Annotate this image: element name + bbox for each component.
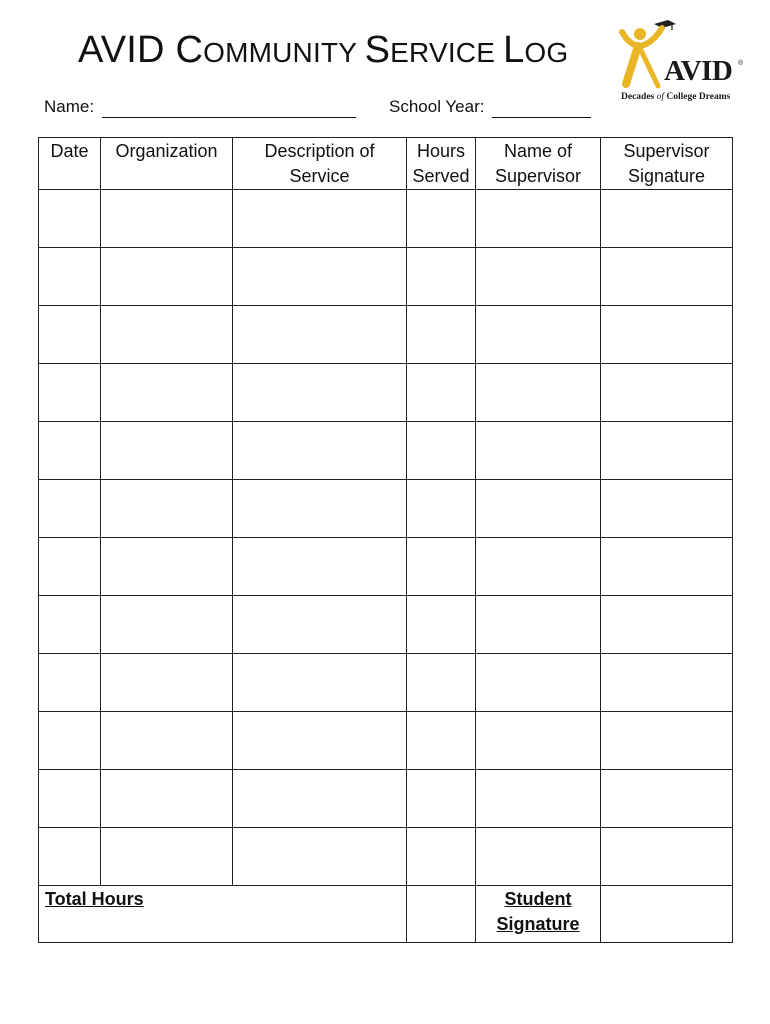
organization-cell[interactable]: [101, 422, 233, 480]
total-hours-label: Total Hours: [45, 889, 144, 909]
header-date: Date: [39, 138, 101, 190]
total-row: [39, 886, 733, 943]
supervisor-signature-cell[interactable]: [601, 654, 733, 712]
table-row: [39, 248, 733, 306]
avid-logo: [618, 20, 748, 106]
description-cell[interactable]: [233, 480, 407, 538]
header-supervisor-name: Name of Supervisor: [476, 138, 601, 190]
organization-cell[interactable]: [101, 190, 233, 248]
table-row: [39, 364, 733, 422]
supervisor-name-cell[interactable]: [476, 770, 601, 828]
date-cell[interactable]: [39, 248, 101, 306]
table-row: [39, 190, 733, 248]
supervisor-signature-cell[interactable]: [601, 480, 733, 538]
header-organization: Organization: [101, 138, 233, 190]
supervisor-signature-cell[interactable]: [601, 248, 733, 306]
logo-tagline: Decades of College Dreams: [621, 92, 731, 102]
school-year-label: School Year:: [389, 97, 485, 116]
supervisor-signature-cell[interactable]: [601, 770, 733, 828]
hours-cell[interactable]: [407, 538, 476, 596]
supervisor-signature-cell[interactable]: [601, 712, 733, 770]
date-cell[interactable]: [39, 596, 101, 654]
table-row: [39, 538, 733, 596]
organization-cell[interactable]: [101, 480, 233, 538]
description-cell[interactable]: [233, 306, 407, 364]
organization-cell[interactable]: [101, 364, 233, 422]
hours-cell[interactable]: [407, 770, 476, 828]
description-cell[interactable]: [233, 828, 407, 886]
hours-cell[interactable]: [407, 190, 476, 248]
table-header-row: [39, 138, 733, 190]
table-row: [39, 480, 733, 538]
table-row: [39, 306, 733, 364]
supervisor-name-cell[interactable]: [476, 596, 601, 654]
page-title: [78, 28, 568, 75]
total-hours-cell[interactable]: [407, 886, 476, 943]
organization-cell[interactable]: [101, 596, 233, 654]
table-row: [39, 770, 733, 828]
registered-mark: ®: [738, 60, 744, 67]
hours-cell[interactable]: [407, 828, 476, 886]
header-description: Description of Service: [233, 138, 407, 190]
header-supervisor-signature: Supervisor Signature: [601, 138, 733, 190]
supervisor-name-cell[interactable]: [476, 248, 601, 306]
service-log-table: [38, 137, 733, 943]
table-row: [39, 828, 733, 886]
student-signature-cell[interactable]: [601, 886, 733, 943]
supervisor-name-cell[interactable]: [476, 654, 601, 712]
supervisor-name-cell[interactable]: [476, 480, 601, 538]
header-hours-served: Hours Served: [407, 138, 476, 190]
student-signature-label-cell: [476, 886, 601, 943]
organization-cell[interactable]: [101, 828, 233, 886]
hours-cell[interactable]: [407, 422, 476, 480]
description-cell[interactable]: [233, 654, 407, 712]
date-cell[interactable]: [39, 190, 101, 248]
supervisor-signature-cell[interactable]: [601, 364, 733, 422]
hours-cell[interactable]: [407, 364, 476, 422]
supervisor-name-cell[interactable]: [476, 712, 601, 770]
description-cell[interactable]: [233, 190, 407, 248]
date-cell[interactable]: [39, 422, 101, 480]
description-cell[interactable]: [233, 770, 407, 828]
description-cell[interactable]: [233, 422, 407, 480]
hours-cell[interactable]: [407, 306, 476, 364]
organization-cell[interactable]: [101, 712, 233, 770]
student-signature-label: Student Signature: [496, 889, 580, 934]
hours-cell[interactable]: [407, 248, 476, 306]
graduation-cap-icon: [654, 20, 676, 28]
organization-cell[interactable]: [101, 770, 233, 828]
school-year-field[interactable]: [389, 96, 591, 118]
table-row: [39, 712, 733, 770]
logo-wordmark: AVID: [664, 55, 733, 87]
total-hours-label-cell: [39, 886, 407, 943]
supervisor-signature-cell[interactable]: [601, 828, 733, 886]
description-cell[interactable]: [233, 538, 407, 596]
date-cell[interactable]: [39, 480, 101, 538]
supervisor-name-cell[interactable]: [476, 828, 601, 886]
hours-cell[interactable]: [407, 596, 476, 654]
date-cell[interactable]: [39, 306, 101, 364]
supervisor-name-cell[interactable]: [476, 422, 601, 480]
description-cell[interactable]: [233, 712, 407, 770]
date-cell[interactable]: [39, 364, 101, 422]
title-part: SERVICE: [364, 29, 504, 71]
description-cell[interactable]: [233, 248, 407, 306]
organization-cell[interactable]: [101, 306, 233, 364]
supervisor-signature-cell[interactable]: [601, 538, 733, 596]
date-cell[interactable]: [39, 828, 101, 886]
date-cell[interactable]: [39, 654, 101, 712]
name-blank-line[interactable]: [102, 99, 356, 118]
supervisor-name-cell[interactable]: [476, 364, 601, 422]
organization-cell[interactable]: [101, 654, 233, 712]
supervisor-name-cell[interactable]: [476, 190, 601, 248]
hours-cell[interactable]: [407, 480, 476, 538]
organization-cell[interactable]: [101, 538, 233, 596]
school-year-blank-line[interactable]: [492, 99, 591, 118]
date-cell[interactable]: [39, 770, 101, 828]
title-part: COMMUNITY: [175, 29, 365, 71]
date-cell[interactable]: [39, 538, 101, 596]
table-row: [39, 422, 733, 480]
name-label: Name:: [44, 97, 95, 116]
table-row: [39, 654, 733, 712]
title-part: LOG: [503, 29, 569, 71]
supervisor-signature-cell[interactable]: [601, 306, 733, 364]
supervisor-signature-cell[interactable]: [601, 422, 733, 480]
supervisor-name-cell[interactable]: [476, 306, 601, 364]
name-field[interactable]: [44, 96, 356, 118]
table-row: [39, 596, 733, 654]
hours-cell[interactable]: [407, 654, 476, 712]
hours-cell[interactable]: [407, 712, 476, 770]
supervisor-signature-cell[interactable]: [601, 596, 733, 654]
supervisor-name-cell[interactable]: [476, 538, 601, 596]
title-part: AVID: [78, 29, 176, 71]
organization-cell[interactable]: [101, 248, 233, 306]
date-cell[interactable]: [39, 712, 101, 770]
description-cell[interactable]: [233, 364, 407, 422]
supervisor-signature-cell[interactable]: [601, 190, 733, 248]
description-cell[interactable]: [233, 596, 407, 654]
